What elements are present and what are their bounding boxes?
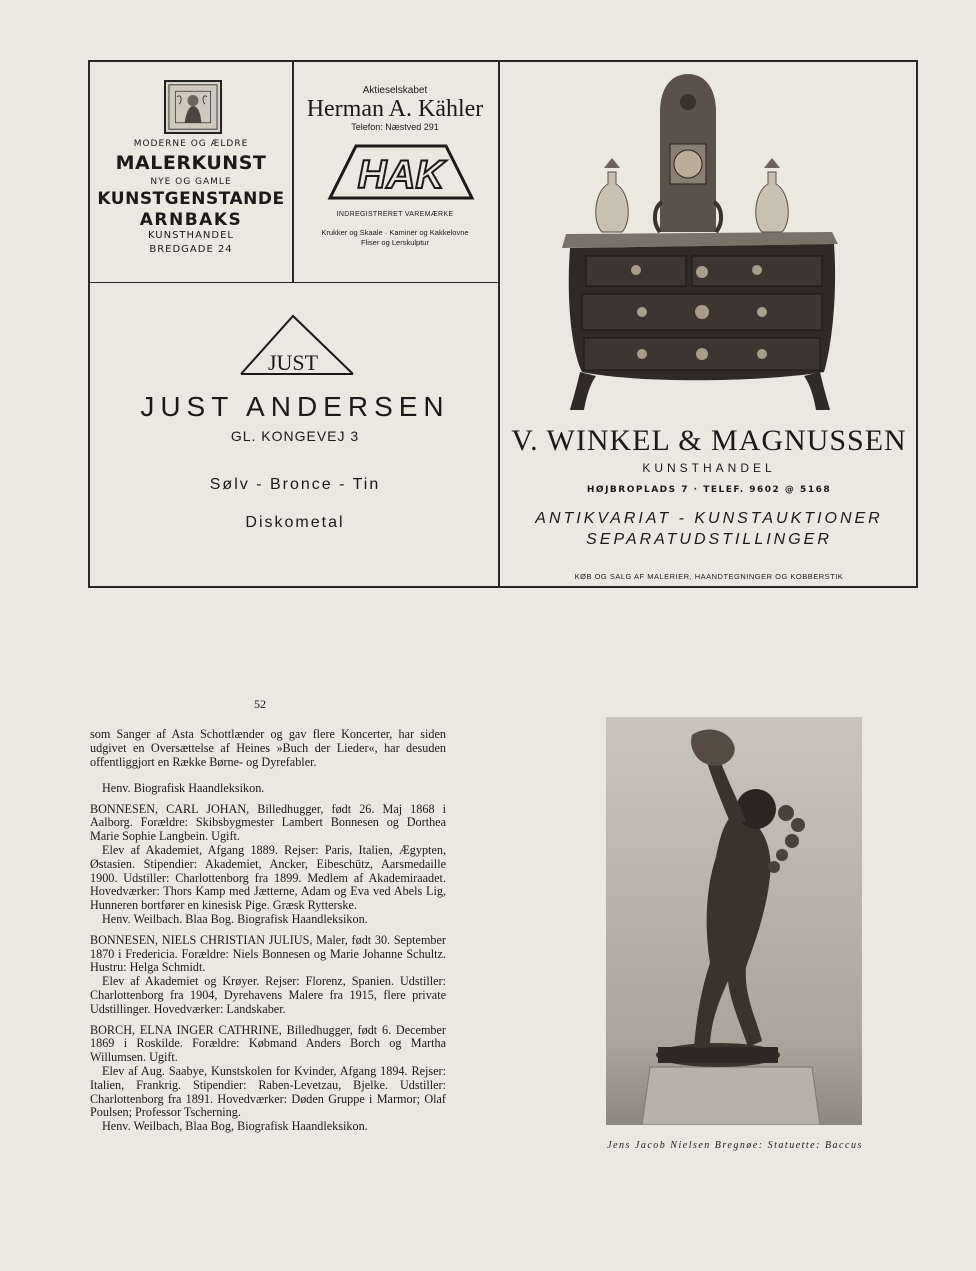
just-andersen-name: JUST ANDERSEN xyxy=(140,391,450,422)
paragraph: Henv. Biografisk Haandleksikon. xyxy=(102,780,265,795)
paragraph: Elev af Akademiet og Krøyer. Rejser: Florenz, Spanien. Udstiller: Charlottenborg fra 1904, Dyrehavens Malere fra 1915, flere private Udstillinger. Hovedværker: Landskaber. xyxy=(90,974,446,1016)
kahler-trademark: INDREGISTRERET VAREMÆRKE xyxy=(336,211,454,218)
kahler-products-2: Fliser og Lerskulptur xyxy=(361,238,429,247)
winkel-footer: KØB OG SALG AF MALERIER, HAANDTEGNINGER OG KOBBERSTIK xyxy=(574,572,844,581)
winkel-services-1: ANTIKVARIAT - KUNSTAUKTIONER xyxy=(535,510,883,527)
kahler-hak-logo xyxy=(326,140,476,204)
kahler-logo-letters: HAK xyxy=(357,153,445,197)
bacchus-statuette-photo xyxy=(606,717,862,1125)
arnbak-line-2: MALERKUNST xyxy=(115,152,267,174)
winkel-kunsthandel: KUNSTHANDEL xyxy=(642,461,776,475)
just-logo-text: JUST xyxy=(267,350,319,375)
arnbak-line-4: KUNSTGENSTANDE xyxy=(97,189,285,209)
just-logo xyxy=(237,312,357,378)
kahler-telephone: Telefon: Næstved 291 xyxy=(351,122,439,132)
just-diskometal: Diskometal xyxy=(245,514,345,531)
paragraph: som Sanger af Asta Schottlænder og gav flere Koncerter, har siden udgivet en Oversættelse af Heines »Buch der Lieder«, har desuden offentliggjort en Række Børne- og Dyrefabler. xyxy=(90,727,446,769)
arnbak-line-5: ARNBAKS xyxy=(139,210,243,230)
arnbak-line-7: BREDGADE 24 xyxy=(149,244,233,255)
just-materials: Sølv - Bronce - Tin xyxy=(209,476,381,493)
kahler-company-type: Aktieselskabet xyxy=(362,85,428,96)
biography-entry: BONNESEN, NIELS CHRISTIAN JULIUS, Maler, født 30. September 1870 i Fredericia. Forældre: Niels Bonnesen og Marie Johanne Schultz. Hustru: Helga Schmidt. xyxy=(90,932,446,975)
paragraph: Elev af Akademiet, Afgang 1889. Rejser: Paris, Italien, Ægypten, Østasien. Stipendier: Akademiet, Ancker, Eibeschütz, Aarsmedaille 1900. Udstiller: Charlottenborg fra 1899. Medlem af Akademiraadet. Hovedværker: Thors Kamp med Jætterne, Adam og Eva ved Abels Lig, Hunneren bortfører en kinesisk Pige. Græsk Rytterske. xyxy=(90,842,446,913)
winkel-magnussen-name: V. WINKEL & MAGNUSSEN xyxy=(511,424,907,457)
biography-entry: BONNESEN, CARL JOHAN, Billedhugger, født 26. Maj 1868 i Aalborg. Forældre: Skibsbygmester Lambert Bonnesen og Dorthea Marie Sophie Langbein. Ugift. xyxy=(90,801,446,844)
winkel-services-2: SEPARATUDSTILLINGER xyxy=(586,531,832,548)
kahler-company-name: Herman A. Kähler xyxy=(306,96,484,122)
commode-clock-photo xyxy=(562,72,874,412)
biography-column xyxy=(90,716,446,1134)
kahler-products-1: Krukker og Skaale · Kaminer og Kakkelovne xyxy=(321,228,469,237)
page-number: 52 xyxy=(254,697,266,711)
paragraph: Henv. Weilbach. Blaa Bog. Biografisk Haandleksikon. xyxy=(102,911,368,926)
paragraph: Henv. Weilbach, Blaa Bog, Biografisk Haandleksikon. xyxy=(102,1119,368,1134)
arnbak-line-3: NYE OG GAMLE xyxy=(150,177,232,187)
winkel-address: HØJBROPLADS 7 · TELEF. 9602 @ 5168 xyxy=(586,485,832,495)
just-address: GL. KONGEVEJ 3 xyxy=(230,428,360,444)
biography-entry: BORCH, ELNA INGER CATHRINE, Billedhugger, født 6. December 1869 i Roskilde. Forældre: Købmand Anders Borch og Martha Willumsen. Ugift. xyxy=(90,1022,446,1065)
paragraph: Elev af Aug. Saabye, Kunstskolen for Kvinder, Afgang 1894. Rejser: Italien, Frankrig. Stipendier: Raben-Levetzau, Bjelke. Udstiller: Charlottenborg fra 1891. Hovedværker: Døden Gruppe i Marmor; Olaf Poulsen; Professor Tscherning. xyxy=(90,1063,446,1120)
arnbak-line-1: MODERNE OG ÆLDRE xyxy=(133,139,249,149)
arnbak-logo-image xyxy=(164,80,222,134)
arnbak-line-6: KUNSTHANDEL xyxy=(148,230,234,241)
statuette-caption: Jens Jacob Nielsen Bregnøe: Statuette: Baccus xyxy=(607,1140,863,1151)
